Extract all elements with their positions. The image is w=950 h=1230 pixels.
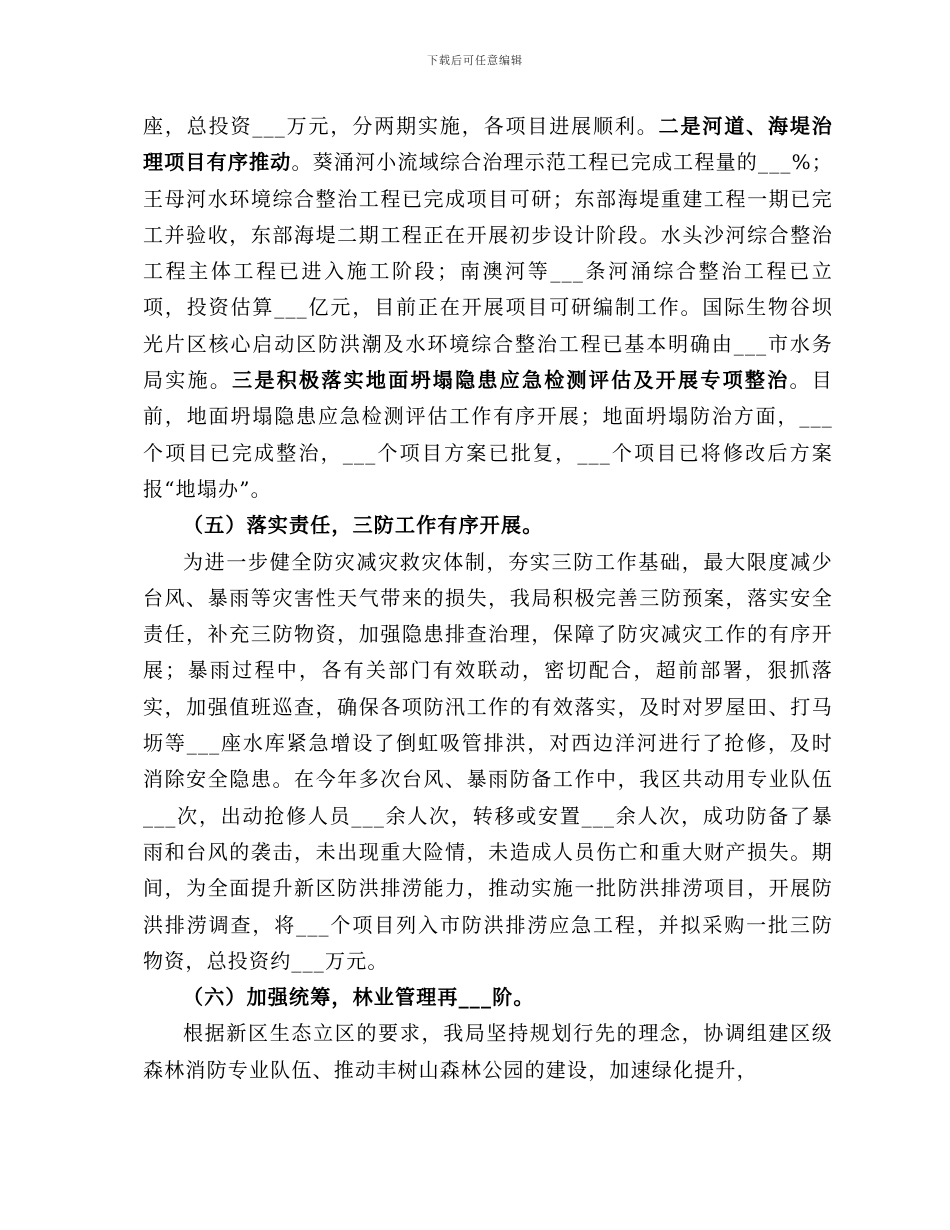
bold-point-three: 三是积极落实地面坍塌隐患应急检测评估及开展专项整治 (232, 368, 790, 393)
paragraph-forestry: 根据新区生态立区的要求，我局坚持规划行先的理念，协调组建区级森林消防专业队伍、推动丰树山森林公园的建设，加速绿化提升， (143, 1021, 833, 1082)
document-body (143, 108, 833, 1088)
paragraph-river-embankment (143, 108, 833, 507)
page-header: 下载后可任意编辑 (427, 54, 523, 67)
section-heading-six: （六）加强统筹，林业管理再___阶。 (183, 985, 535, 1010)
section-heading-five: （五）落实责任，三防工作有序开展。 (183, 513, 544, 538)
bold-point-two: 二是河道、海堤治理项目有序推动 (143, 114, 833, 175)
text-segment: 座，总投资___万元，分两期实施，各项目进展顺利。 (143, 114, 659, 138)
text-segment: 。目前，地面坍塌隐患应急检测评估工作有序开展；地面坍塌防治方面，___个项目已完成整治，___个项目方案已批复，___个项目已将修改后方案报“地塌办”。 (143, 368, 833, 501)
paragraph-flood-prevention: 为进一步健全防灾减灾救灾体制，夯实三防工作基础，最大限度减少台风、暴雨等灾害性天气带来的损失，我局积极完善三防预案，落实安全责任，补充三防物资，加强隐患排查治理，保障了防灾减灾工作的有序开展；暴雨过程中，各有关部门有效联动，密切配合，超前部署，狠抓落实，加强值班巡查，确保各项防汛工作的有效落实，及时对罗屋田、打马坜等___座水库紧急增设了倒虹吸管排洪，对西边洋河进行了抢修，及时消除安全隐患。在今年多次台风、暴雨防备工作中，我区共动用专业队伍___次，出动抢修人员___余人次，转移或安置___余人次，成功防备了暴雨和台风的袭击，未出现重大险情，未造成人员伤亡和重大财产损失。期间，为全面提升新区防洪排涝能力，推动实施一批防洪排涝项目，开展防洪排涝调查，将___个项目列入市防洪排涝应急工程，并拟采购一批三防物资，总投资约___万元。 (143, 549, 833, 973)
text-segment: 。葵涌河小流域综合治理示范工程已完成工程量的___%；王母河水环境综合整治工程已完成项目可研；东部海堤重建工程一期已完工并验收，东部海堤二期工程正在开展初步设计阶段。水头沙河综合整治工程主体工程已进入施工阶段；南澳河等___条河涌综合整治工程已立项，投资估算___亿元，目前正在开展项目可研编制工作。国际生物谷坝光片区核心启动区防洪潮及水环境综合整治工程已基本明确由___市水务局实施。 (143, 150, 833, 393)
